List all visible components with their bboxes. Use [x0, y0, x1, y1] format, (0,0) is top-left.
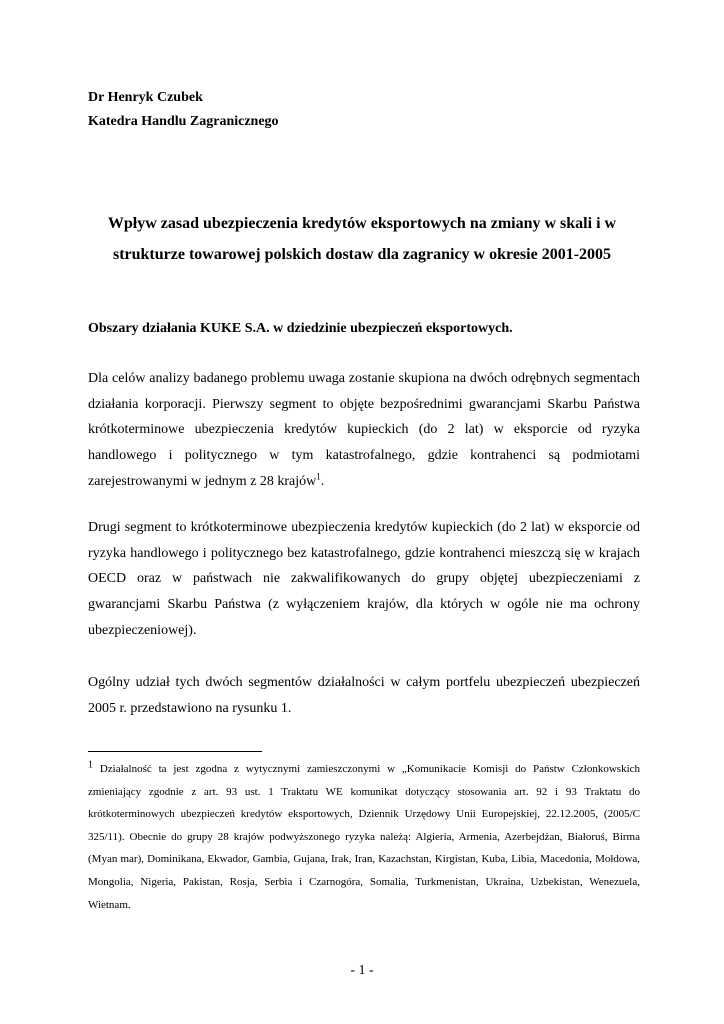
paragraph-1	[88, 366, 640, 495]
footnote-reference[interactable]: 1	[316, 471, 321, 482]
author-block	[88, 86, 279, 134]
document-title	[70, 208, 654, 270]
author-department: Katedra Handlu Zagranicznego	[88, 114, 279, 129]
paragraph-3: Ogólny udział tych dwóch segmentów działalności w całym portfelu ubezpieczeń ubezpieczeń 2005 r. przedstawiono na rysunku 1.	[88, 675, 640, 716]
footnote-number: 1	[88, 759, 93, 771]
author-name: Dr Henryk Czubek	[88, 90, 203, 105]
section-heading: Obszary działania KUKE S.A. w dziedzinie ubezpieczeń eksportowych.	[88, 321, 513, 336]
page-number: - 1 -	[350, 963, 374, 978]
paragraph-1-end: .	[320, 473, 325, 489]
title-line-2: strukturze towarowej polskich dostaw dla zagranicy w okresie 2001-2005	[112, 246, 612, 263]
paragraph-1-text: Dla celów analizy badanego problemu uwaga zostanie skupiona na dwóch odrębnych segmentach działania korporacji. Pierwszy segment to objęte bezpośrednimi gwarancjami Skarbu Państwa krótkoterminowe ubezpieczenia kredytów kupieckich (do 2 lat) w eksporcie od ryzyka handlowego i politycznego w tym katastrofalnego, gdzie kontrahenci są podmiotami zarejestrowanymi w jednym z 28 krajów	[88, 371, 640, 489]
title-line-1: Wpływ zasad ubezpieczenia kredytów eksportowych na zmiany w skali i w	[107, 215, 617, 232]
footnote	[88, 758, 640, 916]
footnote-separator	[88, 751, 262, 752]
paragraph-2: Drugi segment to krótkoterminowe ubezpieczenia kredytów kupieckich (do 2 lat) w eksporcie od ryzyka handlowego i politycznego bez katastrofalnego, gdzie kontrahenci mieszczą się w krajach OECD oraz w państwach nie zakwalifikowanych do grupy objętej ubezpieczeniami z gwarancjami Skarbu Państwa (z wyłączeniem krajów, dla których w ogóle nie ma ochrony ubezpieczeniowej).	[88, 520, 640, 638]
footnote-text: Działalność ta jest zgodna z wytycznymi zamieszczonymi w „Komunikacie Komisji do Państw Członkowskich zmieniający zgodnie z art. 93 ust. 1 Traktatu WE komunikat dotyczący stosowania art. 92 i 93 Traktatu do krótkoterminowych ubezpieczeń kredytów eksportowych, Dziennik Urzędowy Unii Europejskiej, 22.12.2005, (2005/C 325/11). Obecnie do grupy 28 krajów podwyższonego ryzyka należą: Algieria, Armenia, Azerbejdżan, Białoruś, Birma (Myan mar), Dominikana, Ekwador, Gambia, Gujana, Irak, Iran, Kazachstan, Kirgistan, Kuba, Libia, Macedonia, Mołdowa, Mongolia, Nigeria, Pakistan, Rosja, Serbia i Czarnogóra, Somalia, Turkmenistan, Ukraina, Uzbekistan, Wenezuela, Wietnam.	[88, 763, 641, 911]
